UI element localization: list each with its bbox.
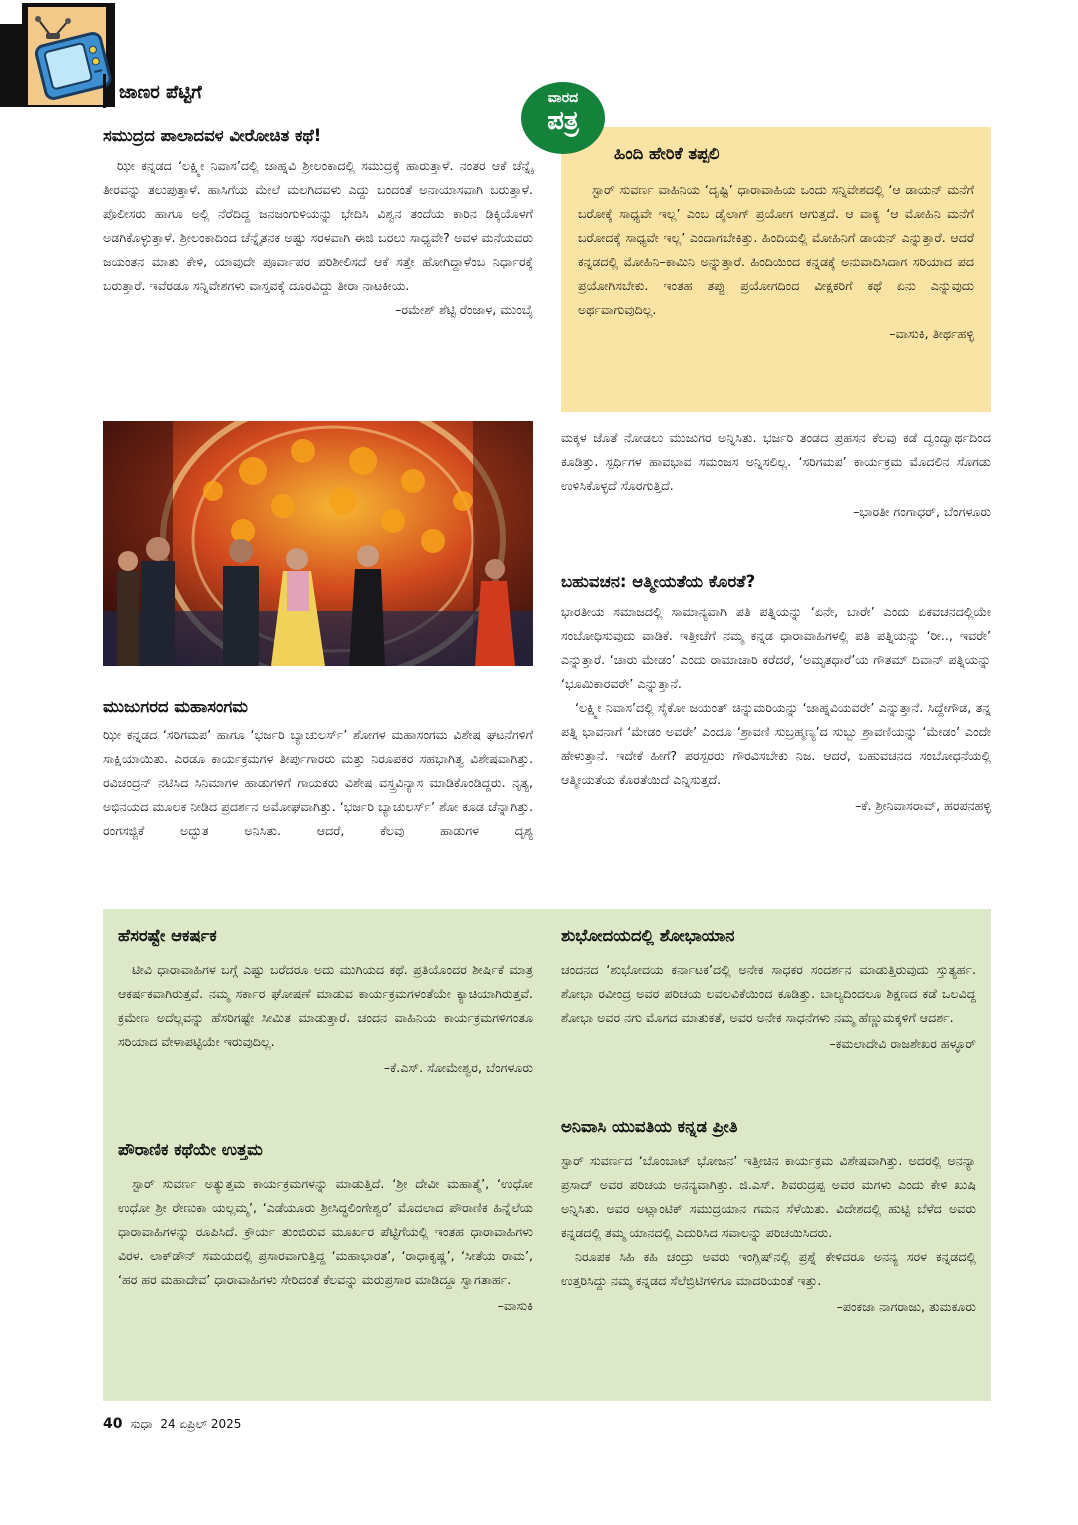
tv-show-photo <box>103 421 533 666</box>
letter3-body-right: ಮಕ್ಕಳ ಜೊತೆ ನೋಡಲು ಮುಜುಗರ ಅನ್ನಿಸಿತು. ಭರ್ಜರಿ ತಂಡದ ಪ್ರಹಸನ ಕೆಲವು ಕಡೆ ದ್ವಂದ್ವಾರ್ಥದಿಂದ ಕೂಡಿತ್ತು. ಸ್ಪರ್ಧಿಗಳ ಹಾವಭಾವ ಸಮಂಜಸ ಅನ್ನಿಸಲಿಲ್ಲ. ‘ಸರಿಗಮಪ’ ಕಾರ್ಯಕ್ರಮ ಮೊದಲಿನ ಸೊಗಡು ಉಳಿಸಿಕೊಳ್ಳದೆ ಸೊರಗುತ್ತಿದೆ. <box>561 430 991 493</box>
page-footer <box>103 1416 241 1432</box>
letter8-heading: ಅನಿವಾಸಿ ಯುವತಿಯ ಕನ್ನಡ ಪ್ರೀತಿ <box>561 1117 738 1136</box>
letter7-signature: –ಕಮಲಾದೇವಿ ರಾಜಶೇಖರ ಹಳ್ಳೂರ್ <box>829 1036 976 1051</box>
corner-divider <box>103 74 106 108</box>
letter7-heading: ಶುಭೋದಯದಲ್ಲಿ ಶೋಭಾಯಾನ <box>561 926 735 945</box>
letter8-signature: –ಪಂಕಜಾ ನಾಗರಾಜು, ತುಮಕೂರು <box>836 1299 976 1314</box>
letter4-signature: –ಕೆ. ಶ್ರೀನಿವಾಸರಾವ್, ಹರಪನಹಳ್ಳಿ <box>855 798 991 813</box>
letter3-heading: ಮುಜುಗರದ ಮಹಾಸಂಗಮ <box>103 697 248 716</box>
badge-bottom: ಪತ್ರ <box>547 106 579 136</box>
letter6-heading: ಪೌರಾಣಿಕ ಕಥೆಯೇ ಉತ್ತಮ <box>118 1140 263 1159</box>
letter1-signature: –ರಮೇಶ್ ಶೆಟ್ಟಿ ರೆಂಜಾಳ, ಮುಂಬೈ <box>395 302 533 317</box>
issue-date: 24 ಏಪ್ರಿಲ್ 2025 <box>160 1417 242 1431</box>
magazine-name: ಸುಧಾ <box>130 1417 153 1431</box>
television-icon <box>28 13 114 103</box>
letter5-signature: –ಕೆ.ಎಸ್. ಸೋಮೇಶ್ವರ, ಬೆಂಗಳೂರು <box>383 1060 533 1075</box>
section-title: ಜಾಣರ ಪೆಟ್ಟಿಗೆ <box>119 82 202 103</box>
black-accent <box>0 24 22 107</box>
letter4-para1: ಭಾರತೀಯ ಸಮಾಜದಲ್ಲಿ ಸಾಮಾನ್ಯವಾಗಿ ಪತಿ ಪತ್ನಿಯನ್ನು ‘ಏನೇ, ಬಾರೇ’ ಎಂದು ಏಕವಚನದಲ್ಲಿಯೇ ಸಂಬೋಧಿಸುವುದು ವಾಡಿಕೆ. ಇತ್ತೀಚೆಗೆ ನಮ್ಮ ಕನ್ನಡ ಧಾರಾವಾಹಿಗಳಲ್ಲಿ ಪತಿ ಪತ್ನಿಯನ್ನು ‘ರೀ.., ಇವರೇ’ ಎನ್ನುತ್ತಾರೆ. ‘ಚಾರು ಮೇಡಂ’ ಎಂದು ರಾಮಾಚಾರಿ ಕರೆದರೆ, ‘ಅಮೃತಧಾರೆ’ಯ ಗೌತಮ್ ದಿವಾನ್ ಪತ್ನಿಯನ್ನು ‘ಭೂಮಿಕಾರವರೇ’ ಎನ್ನುತ್ತಾನೆ. <box>561 604 991 691</box>
badge-top: ವಾರದ <box>547 90 579 106</box>
letter3-body-left: ಝೀ ಕನ್ನಡದ ‘ಸರಿಗಮಪ’ ಹಾಗೂ ‘ಭರ್ಜರಿ ಬ್ಯಾಚುಲರ್ಸ್’ ಶೋಗಳ ಮಹಾಸಂಗಮ ವಿಶೇಷ ಘಟನೆಗಳಿಗೆ ಸಾಕ್ಷಿಯಾಯಿತು. ಎರಡೂ ಕಾರ್ಯಕ್ರಮಗಳ ತೀರ್ಪುಗಾರರು ಮತ್ತು ನಿರೂಪಕರ ಸಹಭಾಗಿತ್ವ ವಿಶೇಷವಾಗಿತ್ತು. ರವಿಚಂದ್ರನ್ ನಟಿಸಿದ ಸಿನಿಮಾಗಳ ಹಾಡುಗಳಿಗೆ ಗಾಯಕರು ವಿಶೇಷ ವಸ್ತ್ರವಿನ್ಯಾಸ ಮಾಡಿಕೊಂಡಿದ್ದರು. ನೃತ್ಯ, ಅಭಿನಯದ ಮೂಲಕ ನೀಡಿದ ಪ್ರದರ್ಶನ ಅಮೋಘವಾಗಿತ್ತು. ‘ಭರ್ಜರಿ ಬ್ಯಾಚುಲರ್ಸ್’ ಶೋ ಕೂಡ ಚೆನ್ನಾಗಿತ್ತು. ರಂಗಸಜ್ಜಿಕೆ ಅದ್ಭುತ ಅನಿಸಿತು. ಆದರೆ, ಕೆಲವು ಹಾಡುಗಳ ದೃಶ್ಯ <box>103 727 533 838</box>
letter7-body: ಚಂದನದ ‘ಶುಭೋದಯ ಕರ್ನಾಟಕ’ದಲ್ಲಿ ಅನೇಕ ಸಾಧಕರ ಸಂದರ್ಶನ ಮಾಡುತ್ತಿರುವುದು ಸ್ತುತ್ಯರ್ಹ. ಶೋಭಾ ರವೀಂದ್ರ ಅವರ ಪರಿಚಯ ಲವಲವಿಕೆಯಿಂದ ಕೂಡಿತ್ತು. ಬಾಲ್ಯದಿಂದಲೂ ಶಿಕ್ಷಣದ ಕಡೆ ಒಲವಿದ್ದ ಶೋಭಾ ಅವರ ನಗು ಮೊಗದ ಮಾತುಕತೆ, ಅವರ ಅನೇಕ ಸಾಧನೆಗಳು ನಮ್ಮ ಹೆಣ್ಣುಮಕ್ಕಳಿಗೆ ಆದರ್ಶ. <box>561 962 976 1025</box>
letter4-heading: ಬಹುವಚನ: ಆತ್ಮೀಯತೆಯ ಕೊರತೆ? <box>561 572 756 591</box>
page-number: 40 <box>103 1416 123 1432</box>
letter4-para2: ‘ಲಕ್ಷ್ಮೀ ನಿವಾಸ’ದಲ್ಲಿ ಸೈಕೋ ಜಯಂತ್ ಚಿನ್ನುಮರಿಯನ್ನು ‘ಜಾಹ್ನವಿಯವರೇ’ ಎನ್ನುತ್ತಾನೆ. ಸಿದ್ದೇಗೌಡ, ತನ್ನ ಪತ್ನಿ ಭಾವನಾಗೆ ‘ಮೇಡಂ ಅವರೇ’ ಎಂದೂ ‘ಶ್ರಾವಣಿ ಸುಬ್ರಹ್ಮಣ್ಯ’ದ ಸುಬ್ಬು ಶ್ರಾವಣಿಯನ್ನು ‘ಮೇಡಂ’ ಎಂದೇ ಹೇಳುತ್ತಾನೆ. ಇದೇಕೆ ಹೀಗೆ? ಪರಸ್ಪರರು ಗೌರವಿಸಬೇಕು ನಿಜ. ಆದರೆ, ಬಹುವಚನದ ಸಂಬೋಧನೆಯಲ್ಲಿ ಆತ್ಮೀಯತೆಯ ಕೊರತೆಯಿದೆ ಎನ್ನಿಸುತ್ತದೆ. <box>561 700 991 787</box>
letter6-signature: –ವಾಸುಕಿ <box>497 1298 533 1313</box>
letter5-heading: ಹೆಸರಷ್ಟೇ ಆಕರ್ಷಕ <box>118 926 217 945</box>
letter2-body: ಸ್ಟಾರ್ ಸುವರ್ಣ ವಾಹಿನಿಯ ‘ದೃಷ್ಟಿ’ ಧಾರಾವಾಹಿಯ ಒಂದು ಸನ್ನಿವೇಶದಲ್ಲಿ ‘ಆ ಡಾಯನ್ ಮನೆಗೆ ಬರೋಕ್ಕೆ ಸಾಧ್ಯವೇ ಇಲ್ಲ’ ಎಂಬ ಡೈಲಾಗ್ ಪ್ರಯೋಗ ಆಗುತ್ತದೆ. ಆ ವಾಕ್ಯ ‘ಆ ಮೋಹಿನಿ ಮನೆಗೆ ಬರೋದಕ್ಕೆ ಸಾಧ್ಯವೇ ಇಲ್ಲ’ ಎಂದಾಗಬೇಕಿತ್ತು. ಹಿಂದಿಯಲ್ಲಿ ಮೋಹಿನಿಗೆ ಡಾಯನ್ ಎನ್ನುತ್ತಾರೆ. ಆದರೆ ಕನ್ನಡದಲ್ಲಿ ಮೋಹಿನಿ–ಕಾಮಿನಿ ಅನ್ನುತ್ತಾರೆ. ಹಿಂದಿಯಿಂದ ಕನ್ನಡಕ್ಕೆ ಅನುವಾದಿಸಿದಾಗ ಸರಿಯಾದ ಪದ ಪ್ರಯೋಗಿಸಬೇಕು. ಇಂತಹ ತಪ್ಪು ಪ್ರಯೋಗದಿಂದ ವೀಕ್ಷಕರಿಗೆ ಕಥೆ ಏನು ಎನ್ನುವುದು ಅರ್ಥವಾಗುವುದಿಲ್ಲ. <box>578 182 974 317</box>
letter3-signature: –ಭಾರತೀ ಗಂಗಾಧರ್, ಬೆಂಗಳೂರು <box>853 504 991 519</box>
letter8-para2: ನಿರೂಪಕ ಸಿಹಿ ಕಹಿ ಚಂದ್ರು ಅವರು ಇಂಗ್ಲಿಷ್‌ನಲ್ಲಿ ಪ್ರಶ್ನೆ ಕೇಳಿದರೂ ಅನನ್ಯ ಸರಳ ಕನ್ನಡದಲ್ಲಿ ಉತ್ತರಿಸಿದ್ದು ನಮ್ಮ ಕನ್ನಡದ ಸೆಲೆಬ್ರಿಟಿಗಳಿಗೂ ಮಾದರಿಯಂತೆ ಇತ್ತು. <box>561 1249 976 1288</box>
letter5-body: ಟೀವಿ ಧಾರಾವಾಹಿಗಳ ಬಗ್ಗೆ ಎಷ್ಟು ಬರೆದರೂ ಅದು ಮುಗಿಯದ ಕಥೆ. ಪ್ರತಿಯೊಂದರ ಶೀರ್ಷಿಕೆ ಮಾತ್ರ ಆಕರ್ಷಕವಾಗಿರುತ್ತವೆ. ನಮ್ಮ ಸರ್ಕಾರ ಘೋಷಣೆ ಮಾಡುವ ಕಾರ್ಯಕ್ರಮಗಳಂತೆಯೇ ಕ್ಯಾಚಿಯಾಗಿರುತ್ತವೆ. ಕ್ರಮೇಣ ಅದೆಲ್ಲವನ್ನು ಹೆಸರಿಗಷ್ಟೇ ಸೀಮಿತ ಮಾಡುತ್ತಾರೆ. ಚಂದನ ವಾಹಿನಿಯ ಕಾರ್ಯಕ್ರಮಗಳಿಗಂತೂ ಸರಿಯಾದ ವೇಳಾಪಟ್ಟಿಯೇ ಇರುವುದಿಲ್ಲ. <box>118 962 533 1049</box>
letter1-heading: ಸಮುದ್ರದ ಪಾಲಾದವಳ ವೀರೋಚಿತ ಕಥೆ! <box>103 126 322 145</box>
letter2-heading: ಹಿಂದಿ ಹೇರಿಕೆ ತಪ್ಪಲಿ <box>614 144 720 163</box>
letter2-signature: –ವಾಸುಕಿ, ತೀರ್ಥಹಳ್ಳಿ <box>889 326 974 341</box>
weekly-letter-badge <box>521 82 605 154</box>
letter1-body: ಝೀ ಕನ್ನಡದ ‘ಲಕ್ಷ್ಮೀ ನಿವಾಸ’ದಲ್ಲಿ ಜಾಹ್ನವಿ ಶ್ರೀಲಂಕಾದಲ್ಲಿ ಸಮುದ್ರಕ್ಕೆ ಹಾರುತ್ತಾಳೆ. ನಂತರ ಆಕೆ ಚೆನ್ನೈ ತೀರವನ್ನು ತಲುಪುತ್ತಾಳೆ. ಹಾಸಿಗೆಯ ಮೇಲೆ ಮಲಗಿದವಳು ಎದ್ದು ಬಂದಂತೆ ಅನಾಯಾಸವಾಗಿ ಬರುತ್ತಾಳೆ. ಪೊಲೀಸರು ಹಾಗೂ ಅಲ್ಲಿ ನೆರೆದಿದ್ದ ಜನಜಂಗುಳಿಯನ್ನು ಭೇದಿಸಿ ವಿಶ್ವನ ತಂದೆಯ ಕಾರಿನ ಡಿಕ್ಕಿಯೊಳಗೆ ಅಡಗಿಕೊಳ್ಳುತ್ತಾಳೆ. ಶ್ರೀಲಂಕಾದಿಂದ ಚೆನ್ನೈತನಕ ಅಷ್ಟು ಸರಳವಾಗಿ ಈಜಿ ಬರಲು ಸಾಧ್ಯವೇ? ಅವಳ ಮನೆಯವರು ಜಯಂತನ ಮಾತು ಕೇಳಿ, ಯಾವುದೇ ಪೂರ್ವಾಪರ ಪರಿಶೀಲಿಸದೆ ಆಕೆ ಸತ್ತೇ ಹೋಗಿದ್ದಾಳೆಂಬ ನಿರ್ಧಾರಕ್ಕೆ ಬರುತ್ತಾರೆ. ಇವೆರಡೂ ಸನ್ನಿವೇಶಗಳು ವಾಸ್ತವಕ್ಕೆ ದೂರವಿದ್ದು ತೀರಾ ನಾಟಕೀಯ. <box>103 158 533 293</box>
letter6-body: ಸ್ಟಾರ್ ಸುವರ್ಣ ಅತ್ಯುತ್ತಮ ಕಾರ್ಯಕ್ರಮಗಳನ್ನು ಮಾಡುತ್ತಿದೆ. ‘ಶ್ರೀ ದೇವೀ ಮಹಾತ್ಮೆ’, ‘ಉಧೋ ಉಧೋ ಶ್ರೀ ರೇಣುಕಾ ಯಲ್ಲಮ್ಮ’, ‘ಎಡೆಯೂರು ಶ್ರೀಸಿದ್ಧಲಿಂಗೇಶ್ವರ’ ಮೊದಲಾದ ಪೌರಾಣಿಕ ಹಿನ್ನೆಲೆಯ ಧಾರಾವಾಹಿಗಳನ್ನು ರೂಪಿಸಿದೆ. ಕ್ರೌರ್ಯ ತುಂಬಿರುವ ಮೂರ್ಖರ ಪೆಟ್ಟಿಗೆಯಲ್ಲಿ ಇಂತಹ ಧಾರಾವಾಹಿಗಳು ವಿರಳ. ಲಾಕ್‌ಡೌನ್ ಸಮಯದಲ್ಲಿ ಪ್ರಸಾರವಾಗುತ್ತಿದ್ದ ‘ಮಹಾಭಾರತ’, ‘ರಾಧಾಕೃಷ್ಣ’, ‘ಸೀತೆಯ ರಾಮ’, ‘ಹರ ಹರ ಮಹಾದೇವ’ ಧಾರಾವಾಹಿಗಳು ಸೇರಿದಂತೆ ಕೆಲವನ್ನು ಮರುಪ್ರಸಾರ ಮಾಡಿದ್ದೂ ಸ್ವಾಗತಾರ್ಹ. <box>118 1176 533 1287</box>
corner-frame <box>22 3 115 107</box>
letter8-para1: ಸ್ಟಾರ್ ಸುವರ್ಣದ ‘ಬೊಂಬಾಟ್ ಭೋಜನ’ ಇತ್ತೀಚಿನ ಕಾರ್ಯಕ್ರಮ ವಿಶೇಷವಾಗಿತ್ತು. ಅದರಲ್ಲಿ ಅನನ್ಯಾ ಪ್ರಸಾದ್ ಅವರ ಪರಿಚಯ ಅನನ್ಯವಾಗಿತ್ತು. ಜಿ.ಎಸ್. ಶಿವರುದ್ರಪ್ಪ ಅವರ ಮಗಳು ಎಂದು ಕೇಳಿ ಖುಷಿ ಅನ್ನಿಸಿತು. ಅವರ ಅಟ್ಲಾಂಟಿಕ್ ಸಮುದ್ರಯಾನ ಗಮನ ಸೆಳೆಯಿತು. ವಿದೇಶದಲ್ಲಿ ಹುಟ್ಟಿ ಬೆಳೆದ ಅವರು ಕನ್ನಡದಲ್ಲಿ ತಮ್ಮ ಯಾನದಲ್ಲಿ ಎದುರಿಸಿದ ಸವಾಲನ್ನು ಪರಿಚಯಿಸಿದರು. <box>561 1153 976 1240</box>
